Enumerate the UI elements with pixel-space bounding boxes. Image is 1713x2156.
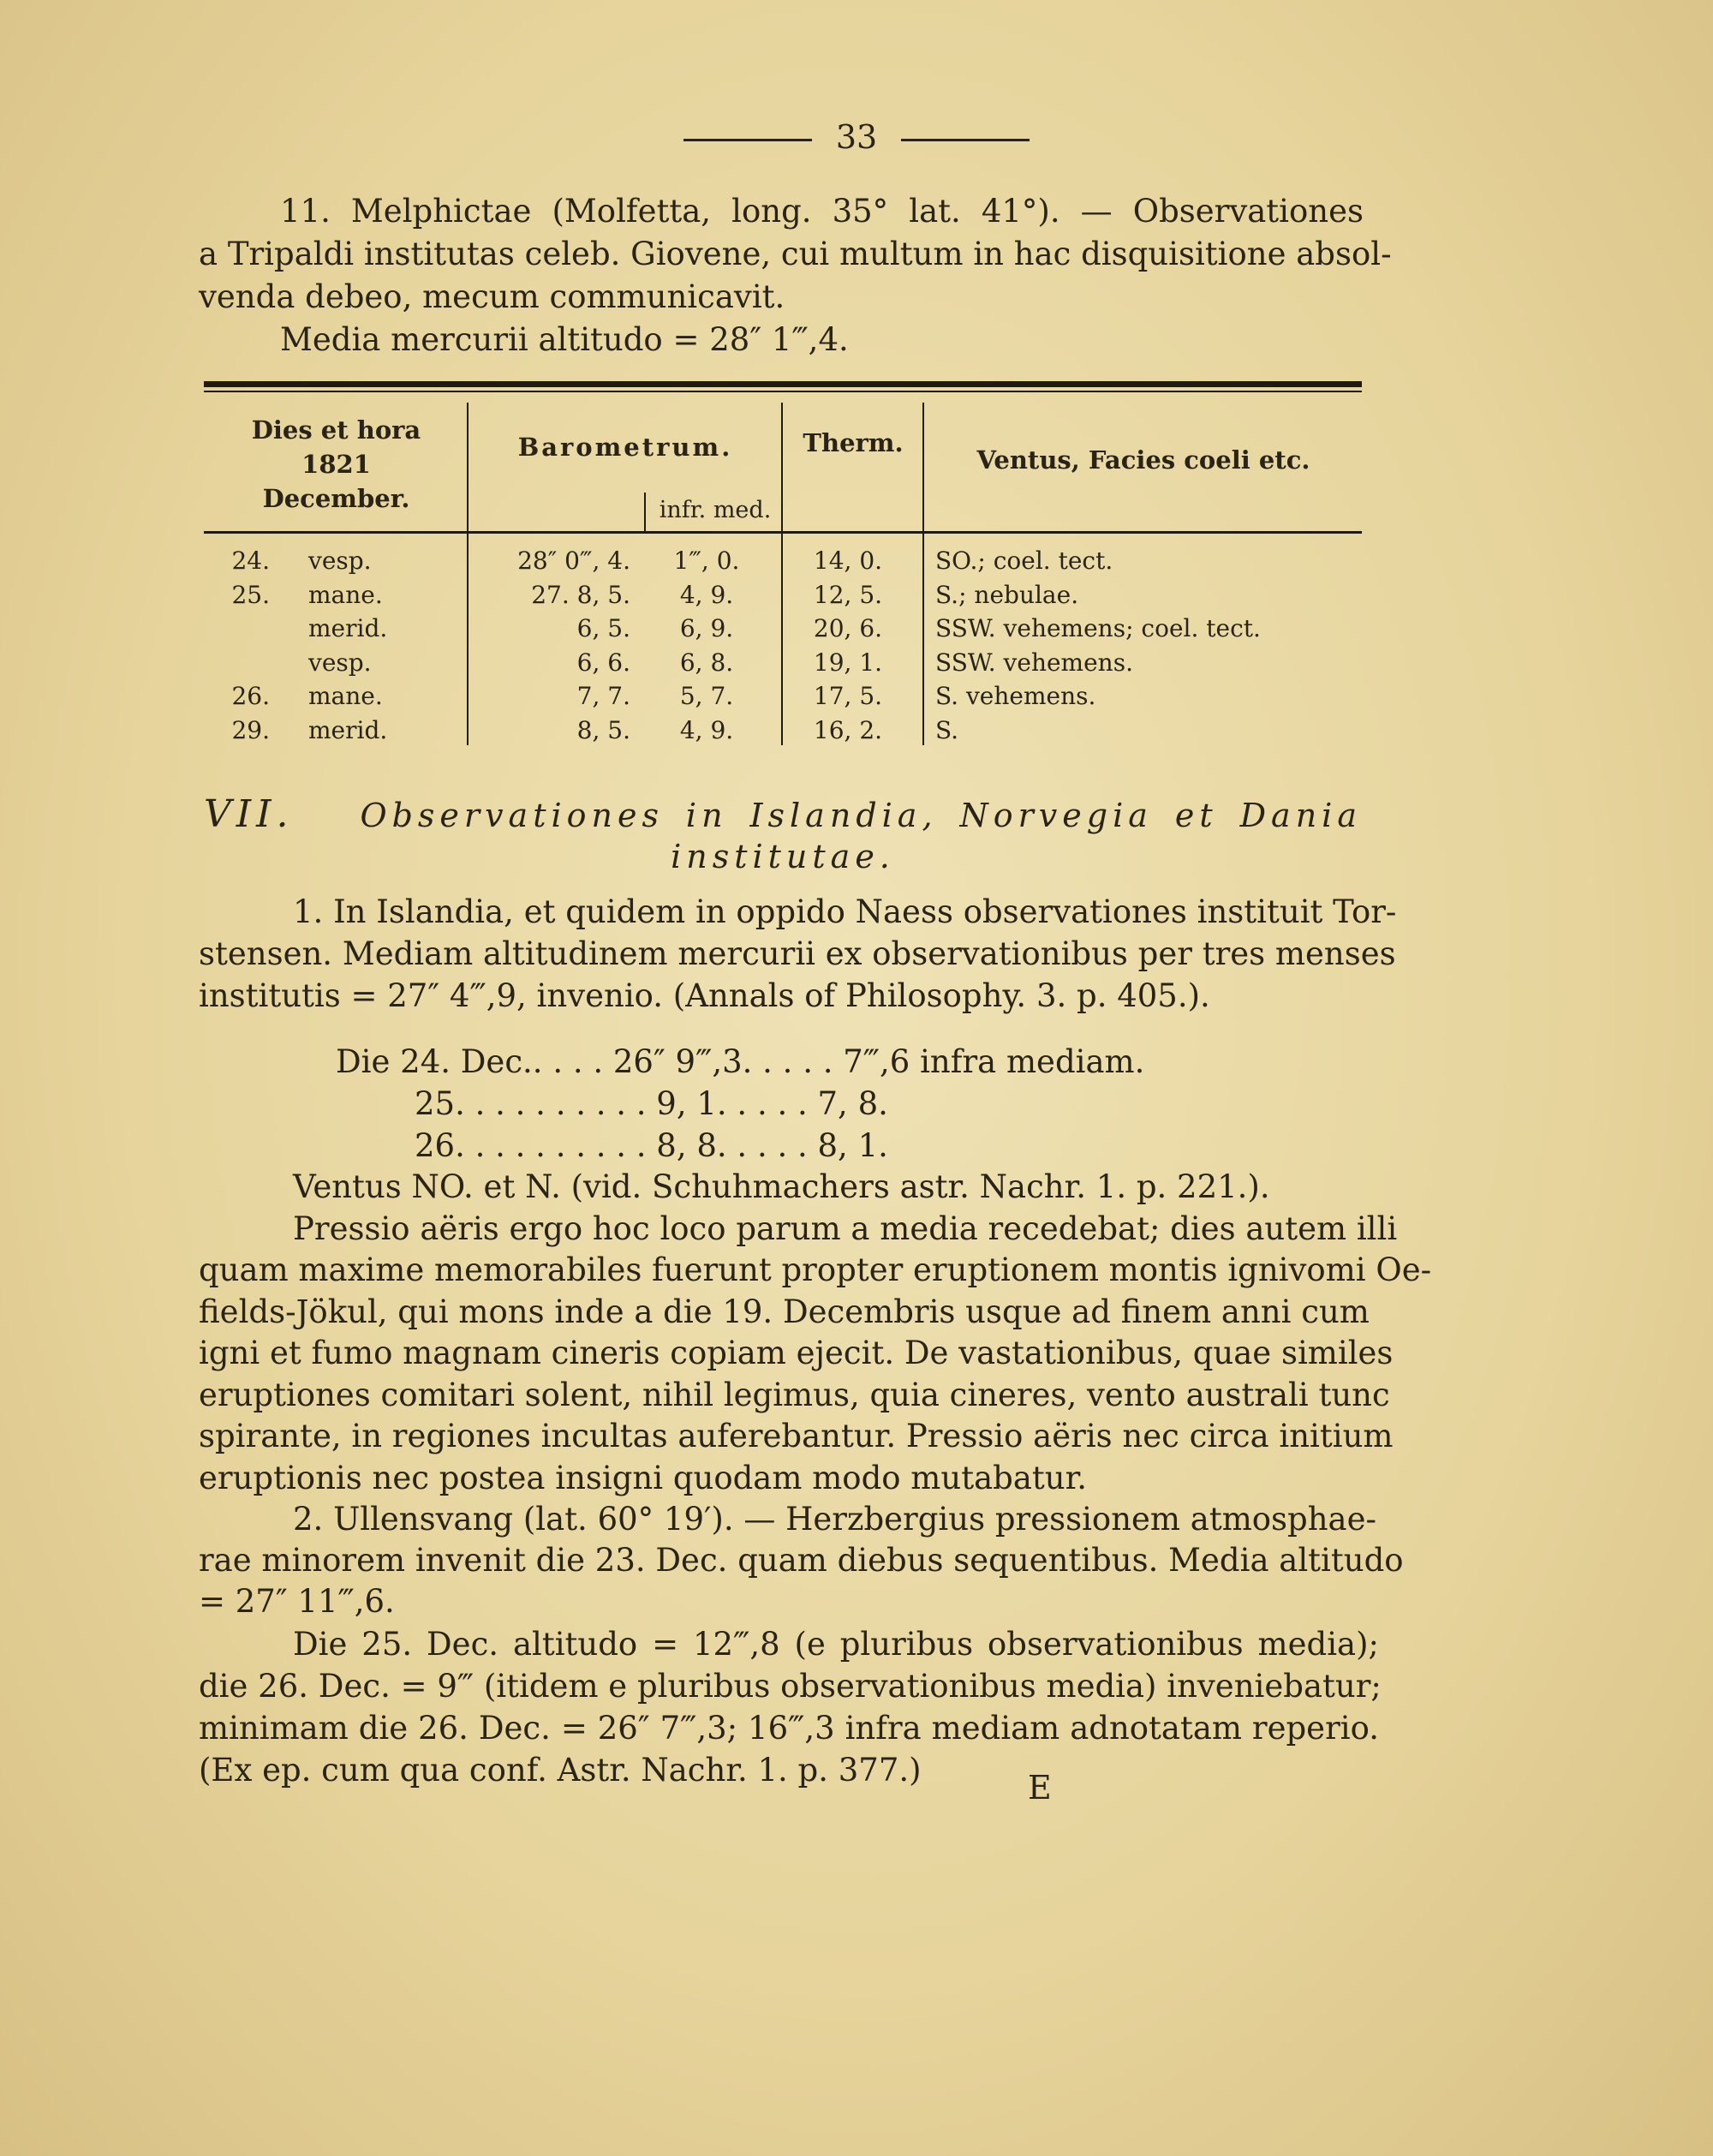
table-cell-infr: 6, 9.: [679, 614, 734, 642]
table-cell-infr: 5, 7.: [679, 682, 734, 710]
para4-line-1: Die 25. Dec. altitudo = 12‴,8 (e pluribus observationibus media);: [293, 1626, 1379, 1663]
table-cell-time: merid.: [308, 715, 388, 744]
intro-line-4: Media mercurii altitudo = 28″ 1‴,4.: [280, 321, 849, 358]
para3-line-3: = 27″ 11‴,6.: [199, 1583, 395, 1620]
table-cell-baro: 6, 5.: [576, 614, 630, 642]
header-ventus: Ventus, Facies coeli etc.: [976, 445, 1310, 475]
table-cell-ventus: SSW. vehemens; coel. tect.: [935, 614, 1261, 642]
page-header: [0, 118, 1713, 156]
para2-line-2: Pressio aëris ergo hoc loco parum a media recedebat; dies autem illi: [293, 1209, 1398, 1247]
table-cell-ventus: S.; nebulae.: [935, 580, 1079, 609]
para3-line-2: rae minorem invenit die 23. Dec. quam diebus sequentibus. Media altitudo: [199, 1542, 1404, 1579]
table-cell-infr: 4, 9.: [679, 715, 734, 744]
para2-line-6: eruptiones comitari solent, nihil legimus, quia cineres, vento australi tunc: [199, 1376, 1390, 1413]
section-title-line2: institutae.: [671, 838, 895, 875]
header-barometrum: Barometrum.: [517, 433, 733, 462]
table-top-rule: [204, 381, 1362, 387]
table-cell-therm: 14, 0.: [813, 546, 883, 575]
header-dies-line3: December.: [262, 484, 410, 513]
intro-line-1: 11. Melphictae (Molfetta, long. 35° lat. 41°). — Observationes: [280, 193, 1364, 230]
table-cell-therm: 12, 5.: [813, 580, 883, 609]
table-header-rule: [204, 531, 1362, 534]
signature-mark: E: [1028, 1769, 1052, 1807]
paragraph-islandia: [199, 891, 1397, 1017]
header-rule-left: [683, 139, 812, 141]
para4-line-4: (Ex ep. cum qua conf. Astr. Nachr. 1. p. 377.): [199, 1752, 922, 1789]
table-cell-baro: 7, 7.: [576, 682, 630, 710]
table-divider-infr: [644, 493, 646, 531]
intro-line-2: a Tripaldi institutas celeb. Giovene, cui multum in hac disquisitione absol-: [199, 236, 1392, 272]
header-rule-right: [901, 139, 1030, 141]
table-cell-therm: 20, 6.: [813, 614, 883, 642]
header-therm: Therm.: [803, 428, 904, 457]
table-cell-baro: 8, 5.: [576, 715, 630, 744]
table-cell-day: 29.: [231, 715, 270, 744]
table-cell-time: mane.: [308, 580, 383, 609]
reading-row-1: Die 24. Dec.. . . . 26″ 9‴,3. . . . . 7‴,6 infra mediam.: [336, 1043, 1145, 1080]
table-cell-ventus: S. vehemens.: [935, 682, 1096, 710]
table-cell-therm: 16, 2.: [813, 715, 883, 744]
table-divider-1: [467, 403, 469, 745]
table-cell-infr: 1‴, 0.: [673, 546, 740, 575]
section-numeral: VII.: [204, 792, 294, 836]
table-top-rule-thin: [204, 391, 1362, 392]
table-cell-ventus: SSW. vehemens.: [935, 648, 1133, 677]
header-dies: [206, 415, 467, 513]
table-cell-time: vesp.: [308, 546, 372, 575]
reading-row-2: 25. . . . . . . . . . 9, 1. . . . . 7, 8.: [415, 1085, 888, 1122]
para2-line-5: igni et fumo magnam cineris copiam ejecit. De vastationibus, quae similes: [199, 1335, 1394, 1371]
para2-line-4: fields-Jökul, qui mons inde a die 19. Decembris usque ad finem anni cum: [199, 1293, 1370, 1330]
intro-line-3: venda debeo, mecum communicavit.: [199, 278, 785, 315]
table-cell-infr: 4, 9.: [679, 580, 734, 609]
readings-list: [336, 1041, 1144, 1167]
table-cell-ventus: S.: [935, 715, 959, 744]
section-title-line1: [204, 792, 1362, 836]
paragraph-ullensvang: [199, 1499, 1404, 1622]
section-title: [204, 792, 1362, 875]
section-title-text: Observationes in Islandia, Norvegia et Dania: [360, 797, 1362, 834]
table-cell-day: 26.: [231, 682, 270, 710]
paragraph-ventus: [199, 1167, 1432, 1499]
para4-line-2: die 26. Dec. = 9‴ (itidem e pluribus observationibus media) inveniebatur;: [199, 1668, 1382, 1705]
table-cell-therm: 19, 1.: [813, 648, 883, 677]
header-dies-line2: 1821: [301, 450, 371, 479]
table-cell-ventus: SO.; coel. tect.: [935, 546, 1113, 575]
para2-line-7: spirante, in regiones incultas auferebantur. Pressio aëris nec circa initium: [199, 1418, 1394, 1454]
table-cell-baro: 6, 6.: [576, 648, 630, 677]
table-cell-infr: 6, 8.: [679, 648, 734, 677]
header-dies-line1: Dies et hora: [251, 415, 421, 445]
paragraph-die-25: [199, 1623, 1382, 1791]
table-cell-baro: 27. 8, 5.: [531, 580, 630, 609]
table-cell-day: 25.: [231, 580, 270, 609]
table-cell-time: vesp.: [308, 648, 372, 677]
para1-line-2: stensen. Mediam altitudinem mercurii ex observationibus per tres menses: [199, 935, 1396, 972]
table-cell-day: 24.: [231, 546, 270, 575]
table-cell-time: merid.: [308, 614, 388, 642]
table-divider-3: [922, 403, 924, 745]
para1-line-1: 1. In Islandia, et quidem in oppido Naess observationes instituit Tor-: [293, 893, 1397, 930]
table-cell-time: mane.: [308, 682, 383, 710]
para2-line-8: eruptionis nec postea insigni quodam modo mutabatur.: [199, 1459, 1087, 1496]
table-divider-2: [781, 403, 783, 745]
para2-line-3: quam maxime memorabiles fuerunt propter eruptionem montis ignivomi Oe-: [199, 1251, 1432, 1288]
intro-paragraph: [199, 190, 1392, 361]
page-number: 33: [835, 118, 878, 156]
para3-line-1: 2. Ullensvang (lat. 60° 19′). — Herzbergius pressionem atmosphae-: [293, 1501, 1377, 1538]
para1-line-3: institutis = 27″ 4‴,9, invenio. (Annals of Philosophy. 3. p. 405.).: [199, 977, 1210, 1014]
header-infr-med: infr. med.: [659, 497, 772, 523]
para4-line-3: minimam die 26. Dec. = 26″ 7‴,3; 16‴,3 infra mediam adnotatam reperio.: [199, 1710, 1379, 1747]
table-cell-therm: 17, 5.: [813, 682, 883, 710]
para2-line-1: Ventus NO. et N. (vid. Schuhmachers astr. Nachr. 1. p. 221.).: [293, 1168, 1270, 1205]
table-cell-baro: 28″ 0‴, 4.: [517, 546, 630, 575]
reading-row-3: 26. . . . . . . . . . 8, 8. . . . . 8, 1.: [415, 1127, 888, 1164]
